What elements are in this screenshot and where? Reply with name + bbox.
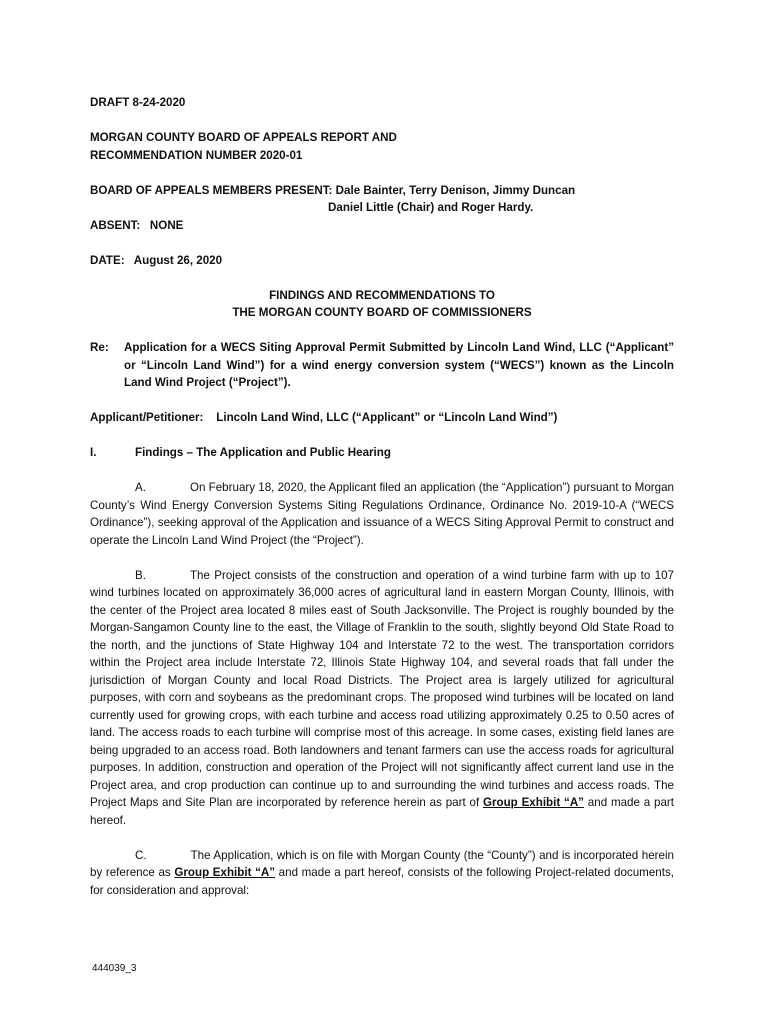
date-value: August 26, 2020 bbox=[133, 253, 223, 267]
findings-heading-line2: THE MORGAN COUNTY BOARD OF COMMISSIONERS bbox=[232, 306, 532, 319]
findings-heading-line1: FINDINGS AND RECOMMENDATIONS TO bbox=[269, 288, 495, 302]
members-label: BOARD OF APPEALS MEMBERS PRESENT: bbox=[90, 183, 333, 197]
date-line bbox=[90, 252, 674, 270]
paragraph-c-text: The Application, which is on file with Morgan County (the “County”) and is incorporated herein by reference as bbox=[90, 848, 674, 879]
re-block bbox=[90, 339, 674, 392]
paragraph-b-exhibit: Group Exhibit “A” bbox=[482, 796, 584, 809]
section-number: I. bbox=[90, 446, 97, 459]
applicant-line bbox=[90, 409, 674, 427]
absent-value: NONE bbox=[149, 218, 184, 232]
paragraph-b-text: The Project consists of the construction and operation of a wind turbine farm with up to 107 wind turbines located on approximately 36,000 acres of agricultural land in eastern Morgan County, Illinois, with the center of the Project area located 8 miles east of South Jacksonville. The Project is roughly bounded by the Morgan-Sangamon County line to the east, the Village of Franklin to the south, slightly beyond Old State Road to the north, and the junctions of State Highway 104 and Interstate 72 to the west. The transportation corridors within the Project area include Interstate 72, Illinois State Highway 104, and several roads that fall under the jurisdiction of Morgan County and local Road Districts. The Project area is largely utilized for agricultural purposes, with corn and soybeans as the predominant crops. The proposed wind turbines will be located on land currently used for growing crops, with each turbine and access road utilizing approximately 0.25 to 0.50 acres of land. The access roads to each turbine will comprise most of this acreage. In some cases, existing field lanes are being upgraded to an access road. Both landowners and tenant farmers can use the access roads for agricultural purposes. In addition, construction and operation of the Project will not significantly affect current land use in the Project area, and crop production can continue up to and surrounding the wind turbines and access roads. The Project Maps and Site Plan are incorporated by reference herein as part of bbox=[90, 568, 674, 809]
applicant-label: Applicant/Petitioner: bbox=[90, 411, 204, 424]
members-line2: Daniel Little (Chair) and Roger Hardy. bbox=[328, 201, 534, 214]
paragraph-b-label: B. bbox=[135, 568, 146, 582]
paragraph-a-label: A. bbox=[135, 481, 146, 494]
section-heading bbox=[90, 444, 674, 462]
document-body bbox=[90, 94, 674, 899]
paragraph-b-tail: and made a part hereof. bbox=[90, 796, 674, 827]
absent-label: ABSENT: bbox=[90, 218, 141, 232]
members-line1: Dale Bainter, Terry Denison, Jimmy Duncan bbox=[335, 183, 576, 197]
section-title: Findings – The Application and Public Hearing bbox=[135, 446, 391, 459]
paragraph-a bbox=[90, 479, 674, 549]
members-present bbox=[90, 182, 674, 200]
report-title-line2: RECOMMENDATION NUMBER 2020-01 bbox=[90, 148, 303, 162]
report-title-line1: MORGAN COUNTY BOARD OF APPEALS REPORT AND bbox=[90, 131, 397, 144]
re-label: Re: bbox=[90, 341, 109, 354]
paragraph-c bbox=[90, 847, 674, 900]
absent-line bbox=[90, 217, 674, 235]
date-label: DATE: bbox=[90, 253, 125, 267]
paragraph-c-tail: and made a part hereof, consists of the following Project-related documents, for consideration and approval: bbox=[90, 866, 674, 897]
paragraph-c-label: C. bbox=[135, 848, 147, 862]
paragraph-b bbox=[90, 567, 674, 830]
draft-label: DRAFT 8-24-2020 bbox=[90, 96, 186, 109]
paragraph-a-text: On February 18, 2020, the Applicant filed an application (the “Application”) pursuant to Morgan County’s Wind Energy Conversion Systems Siting Regulations Ordinance, Ordinance No. 2019-10-A (“WECS Ordinance”), seeking approval of the Application and issuance of a WECS Siting Approval Permit to construct and operate the Lincoln Land Wind Project (the “Project”). bbox=[90, 481, 674, 547]
applicant-value: Lincoln Land Wind, LLC (“Applicant” or “Lincoln Land Wind”) bbox=[216, 411, 558, 424]
document-footer-id: 444039_3 bbox=[92, 963, 137, 974]
re-text: Application for a WECS Siting Approval Permit Submitted by Lincoln Land Wind, LLC (“Applicant” or “Lincoln Land Wind”) for a wind energy conversion system (“WECS”) known as the Lincoln Land Wind Project (“Project”). bbox=[124, 341, 674, 389]
paragraph-c-exhibit: Group Exhibit “A” bbox=[174, 866, 276, 879]
